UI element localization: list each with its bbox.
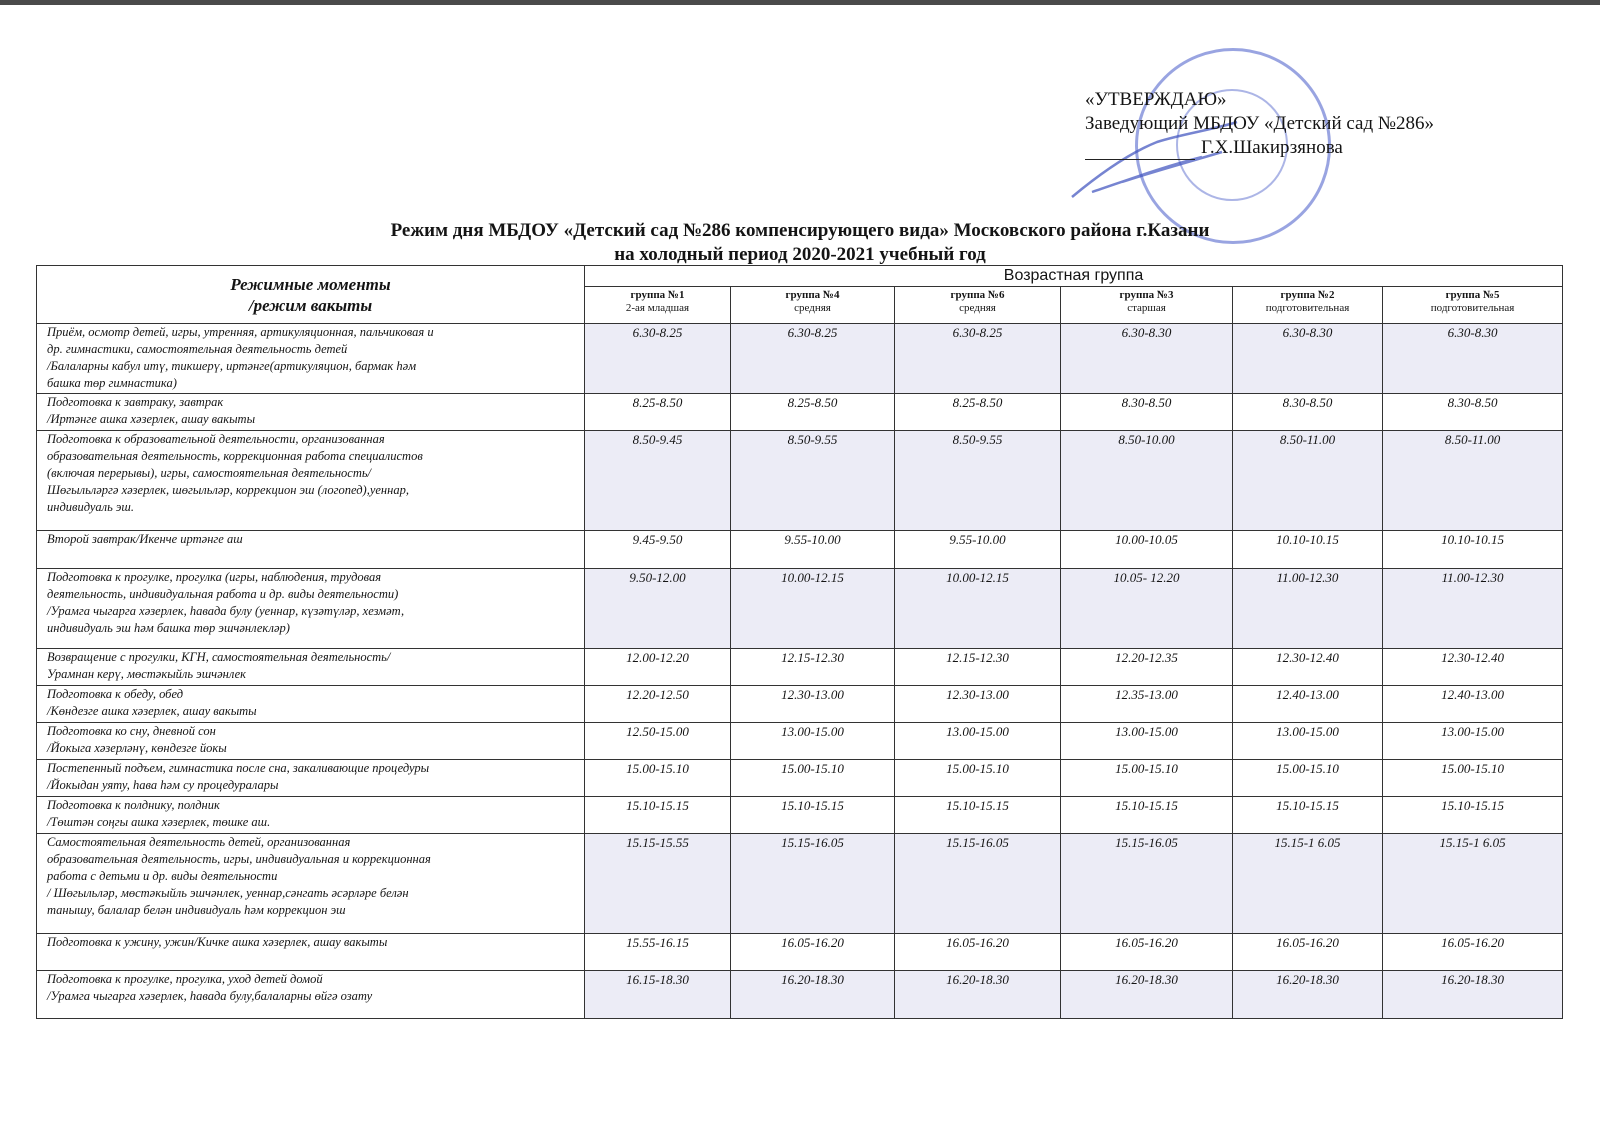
schedule-row xyxy=(37,797,1563,834)
activity-line: Шөгыльләргә хәзерлек, шөгыльләр, коррекцион эш (логопед),уеннар, xyxy=(47,483,409,497)
activity-line: (включая перерывы), игры, самостоятельная деятельность/ xyxy=(47,466,372,480)
time-cell: 15.00-15.10 xyxy=(585,760,731,797)
group-header xyxy=(1061,287,1233,324)
time-cell: 16.20-18.30 xyxy=(1061,971,1233,1019)
time-cell: 8.25-8.50 xyxy=(731,394,895,431)
time-cell: 16.20-18.30 xyxy=(731,971,895,1019)
time-cell: 16.20-18.30 xyxy=(895,971,1061,1019)
group-age: средняя xyxy=(794,302,831,314)
time-cell: 15.00-15.10 xyxy=(1383,760,1563,797)
schedule-row xyxy=(37,971,1563,1019)
activity-line: башка төр гимнастика) xyxy=(47,376,177,390)
schedule-row xyxy=(37,324,1563,394)
activity-line: Урамнан керү, мөстәкыйль эшчәнлек xyxy=(47,667,246,681)
time-cell: 15.10-15.15 xyxy=(731,797,895,834)
activity-cell xyxy=(37,394,585,431)
schedule-row xyxy=(37,431,1563,531)
age-group-header: Возрастная группа xyxy=(585,266,1563,287)
activity-cell xyxy=(37,934,585,971)
activity-line: индивидуаль эш. xyxy=(47,500,134,514)
activity-cell xyxy=(37,760,585,797)
group-name: группа №4 xyxy=(785,289,840,301)
time-cell: 6.30-8.25 xyxy=(895,324,1061,394)
group-header xyxy=(895,287,1061,324)
time-cell: 12.40-13.00 xyxy=(1233,686,1383,723)
time-cell: 6.30-8.25 xyxy=(731,324,895,394)
activity-line: /Төштән соңгы ашка хәзерлек, төшке аш. xyxy=(47,815,271,829)
time-cell: 13.00-15.00 xyxy=(1233,723,1383,760)
time-cell: 11.00-12.30 xyxy=(1383,569,1563,649)
activity-line: /Урамга чыгарга хәзерлек, һавада булу (уеннар, күзәтүләр, хезмәт, xyxy=(47,604,405,618)
time-cell: 16.05-16.20 xyxy=(731,934,895,971)
time-cell: 12.30-12.40 xyxy=(1383,649,1563,686)
document-subtitle: на холодный период 2020-2021 учебный год xyxy=(614,244,986,265)
time-cell: 8.50-9.55 xyxy=(731,431,895,531)
group-age: 2-ая младшая xyxy=(625,302,690,314)
time-cell: 12.15-12.30 xyxy=(895,649,1061,686)
schedule-body xyxy=(37,324,1563,1019)
activity-line: Подготовка к прогулке, прогулка (игры, наблюдения, трудовая xyxy=(47,570,382,584)
activity-line: /Йокыга хәзерләнү, көндезге йокы xyxy=(47,741,227,755)
group-age: старшая xyxy=(1127,302,1166,314)
time-cell: 16.05-16.20 xyxy=(1233,934,1383,971)
scan-top-edge xyxy=(0,0,1600,5)
time-cell: 16.05-16.20 xyxy=(895,934,1061,971)
activity-cell xyxy=(37,324,585,394)
time-cell: 15.15-16.05 xyxy=(1061,834,1233,934)
time-cell: 8.30-8.50 xyxy=(1233,394,1383,431)
activity-cell xyxy=(37,686,585,723)
time-cell: 9.50-12.00 xyxy=(585,569,731,649)
time-cell: 8.30-8.50 xyxy=(1061,394,1233,431)
time-cell: 12.20-12.35 xyxy=(1061,649,1233,686)
time-cell: 9.55-10.00 xyxy=(731,531,895,569)
activity-line: Подготовка к образовательной деятельности, организованная xyxy=(47,432,385,446)
time-cell: 15.55-16.15 xyxy=(585,934,731,971)
activity-line: /Балаларны кабул итү, тикшерү, иртәнге(артикуляцион, бармак һәм xyxy=(47,359,417,373)
schedule-row xyxy=(37,649,1563,686)
document-title: Режим дня МБДОУ «Детский сад №286 компенсирующего вида» Московского района г.Казани xyxy=(390,220,1210,241)
activity-header-line1: Режимные моменты xyxy=(230,274,391,294)
time-cell: 10.10-10.15 xyxy=(1383,531,1563,569)
time-cell: 15.10-15.15 xyxy=(1061,797,1233,834)
time-cell: 8.50-9.45 xyxy=(585,431,731,531)
time-cell: 11.00-12.30 xyxy=(1233,569,1383,649)
time-cell: 15.15-16.05 xyxy=(731,834,895,934)
activity-line: образовательная деятельность, коррекционная работа специалистов xyxy=(47,449,423,463)
activity-column-header xyxy=(37,266,585,324)
group-header xyxy=(585,287,731,324)
activity-line: индивидуаль эш һәм башка төр эшчәнлекләр) xyxy=(47,621,290,635)
activity-line: Подготовка к завтраку, завтрак xyxy=(47,395,224,409)
time-cell: 12.00-12.20 xyxy=(585,649,731,686)
schedule-row xyxy=(37,394,1563,431)
schedule-row xyxy=(37,834,1563,934)
time-cell: 16.20-18.30 xyxy=(1383,971,1563,1019)
activity-cell xyxy=(37,723,585,760)
time-cell: 15.15-1 6.05 xyxy=(1233,834,1383,934)
time-cell: 8.50-11.00 xyxy=(1383,431,1563,531)
approval-signer: Г.Х.Шакирзянова xyxy=(1201,137,1343,158)
activity-line: Постепенный подъем, гимнастика после сна, закаливающие процедуры xyxy=(47,761,430,775)
activity-cell xyxy=(37,797,585,834)
group-name: группа №6 xyxy=(950,289,1005,301)
schedule-row xyxy=(37,760,1563,797)
time-cell: 10.00-12.15 xyxy=(895,569,1061,649)
activity-cell xyxy=(37,971,585,1019)
time-cell: 15.00-15.10 xyxy=(1233,760,1383,797)
time-cell: 8.25-8.50 xyxy=(585,394,731,431)
activity-line: Подготовка к ужину, ужин/Кичке ашка хәзерлек, ашау вакыты xyxy=(47,935,388,949)
activity-cell xyxy=(37,569,585,649)
time-cell: 15.00-15.10 xyxy=(1061,760,1233,797)
group-age: средняя xyxy=(959,302,996,314)
schedule-row xyxy=(37,531,1563,569)
approval-position: Заведующий МБДОУ «Детский сад №286» xyxy=(1085,113,1435,134)
activity-header-line2: /режим вакыты xyxy=(248,295,373,315)
time-cell: 12.50-15.00 xyxy=(585,723,731,760)
group-name: группа №2 xyxy=(1280,289,1335,301)
group-age: подготовительная xyxy=(1430,302,1515,314)
activity-cell xyxy=(37,649,585,686)
time-cell: 15.00-15.10 xyxy=(731,760,895,797)
group-name: группа №5 xyxy=(1445,289,1500,301)
time-cell: 13.00-15.00 xyxy=(731,723,895,760)
time-cell: 13.00-15.00 xyxy=(895,723,1061,760)
activity-line: др. гимнастики, самостоятельная деятельность детей xyxy=(47,342,348,356)
activity-line: Самостоятельная деятельность детей, организованная xyxy=(47,835,351,849)
activity-line: /Йокыдан уяту, һава һәм су процедуралары xyxy=(47,778,279,792)
activity-line: танышу, балалар белән индивидуаль һәм коррекцион эш xyxy=(47,903,346,917)
time-cell: 9.45-9.50 xyxy=(585,531,731,569)
activity-line: Подготовка к полднику, полдник xyxy=(47,798,220,812)
activity-line: Возвращение с прогулки, КГН, самостоятельная деятельность/ xyxy=(47,650,391,664)
time-cell: 8.30-8.50 xyxy=(1383,394,1563,431)
schedule-row xyxy=(37,934,1563,971)
time-cell: 12.30-13.00 xyxy=(731,686,895,723)
activity-cell xyxy=(37,531,585,569)
group-age: подготовительная xyxy=(1265,302,1350,314)
activity-line: Подготовка к обеду, обед xyxy=(47,687,184,701)
group-header xyxy=(1233,287,1383,324)
time-cell: 15.15-1 6.05 xyxy=(1383,834,1563,934)
time-cell: 8.50-10.00 xyxy=(1061,431,1233,531)
time-cell: 10.00-10.05 xyxy=(1061,531,1233,569)
approval-signer-line xyxy=(1085,136,1434,160)
time-cell: 10.00-12.15 xyxy=(731,569,895,649)
time-cell: 12.30-13.00 xyxy=(895,686,1061,723)
time-cell: 15.10-15.15 xyxy=(895,797,1061,834)
activity-cell xyxy=(37,431,585,531)
time-cell: 13.00-15.00 xyxy=(1383,723,1563,760)
time-cell: 6.30-8.30 xyxy=(1233,324,1383,394)
activity-line: Второй завтрак/Икенче иртәнге аш xyxy=(47,532,243,546)
time-cell: 15.15-16.05 xyxy=(895,834,1061,934)
approval-heading: «УТВЕРЖДАЮ» xyxy=(1085,89,1227,110)
activity-line: Подготовка ко сну, дневной сон xyxy=(47,724,216,738)
activity-line: / Шөгыльләр, мөстәкыйль эшчәнлек, уеннар,сәнгать әсәрләре белән xyxy=(47,886,409,900)
time-cell: 12.40-13.00 xyxy=(1383,686,1563,723)
activity-line: Приём, осмотр детей, игры, утренняя, артикуляционная, пальчиковая и xyxy=(47,325,434,339)
daily-schedule-table xyxy=(36,265,1563,1019)
time-cell: 12.30-12.40 xyxy=(1233,649,1383,686)
time-cell: 8.50-11.00 xyxy=(1233,431,1383,531)
group-name: группа №1 xyxy=(630,289,685,301)
time-cell: 6.30-8.30 xyxy=(1061,324,1233,394)
time-cell: 6.30-8.30 xyxy=(1383,324,1563,394)
time-cell: 16.15-18.30 xyxy=(585,971,731,1019)
time-cell: 12.35-13.00 xyxy=(1061,686,1233,723)
time-cell: 12.20-12.50 xyxy=(585,686,731,723)
time-cell: 6.30-8.25 xyxy=(585,324,731,394)
group-header xyxy=(1383,287,1563,324)
time-cell: 15.00-15.10 xyxy=(895,760,1061,797)
time-cell: 16.05-16.20 xyxy=(1383,934,1563,971)
time-cell: 16.05-16.20 xyxy=(1061,934,1233,971)
time-cell: 8.50-9.55 xyxy=(895,431,1061,531)
schedule-row xyxy=(37,569,1563,649)
group-name: группа №3 xyxy=(1119,289,1174,301)
schedule-row xyxy=(37,723,1563,760)
activity-line: /Урамга чыгарга хәзерлек, һавада булу,балаларны өйгә озату xyxy=(47,989,373,1003)
time-cell: 10.05- 12.20 xyxy=(1061,569,1233,649)
schedule-row xyxy=(37,686,1563,723)
activity-line: /Иртәнге ашка хәзерлек, ашау вакыты xyxy=(47,412,256,426)
activity-line: работа с детьми и др. виды деятельности xyxy=(47,869,278,883)
time-cell: 9.55-10.00 xyxy=(895,531,1061,569)
approval-block xyxy=(1085,88,1434,160)
time-cell: 15.10-15.15 xyxy=(1383,797,1563,834)
time-cell: 13.00-15.00 xyxy=(1061,723,1233,760)
time-cell: 8.25-8.50 xyxy=(895,394,1061,431)
time-cell: 12.15-12.30 xyxy=(731,649,895,686)
time-cell: 15.10-15.15 xyxy=(585,797,731,834)
time-cell: 16.20-18.30 xyxy=(1233,971,1383,1019)
activity-cell xyxy=(37,834,585,934)
group-header xyxy=(731,287,895,324)
time-cell: 15.10-15.15 xyxy=(1233,797,1383,834)
activity-line: /Көндезге ашка хәзерлек, ашау вакыты xyxy=(47,704,257,718)
activity-line: образовательная деятельность, игры, индивидуальная и коррекционная xyxy=(47,852,431,866)
activity-line: деятельность, индивидуальная работа и др. виды деятельности) xyxy=(47,587,399,601)
time-cell: 15.15-15.55 xyxy=(585,834,731,934)
signature-blank xyxy=(1085,159,1195,160)
activity-line: Подготовка к прогулке, прогулка, уход детей домой xyxy=(47,972,323,986)
time-cell: 10.10-10.15 xyxy=(1233,531,1383,569)
